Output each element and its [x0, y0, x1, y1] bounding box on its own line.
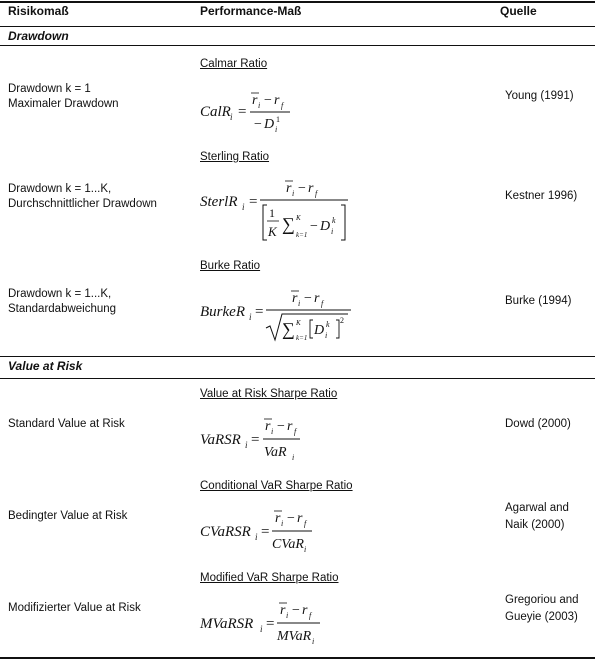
svg-text:2: 2 — [340, 316, 344, 325]
header-rule — [0, 26, 595, 27]
svg-text:i: i — [255, 532, 258, 542]
svg-text:CVaRSR: CVaRSR — [200, 524, 251, 540]
risk-measure: Standard Value at Risk — [8, 418, 125, 430]
svg-text:i: i — [245, 440, 248, 450]
svg-text:r: r — [302, 603, 308, 618]
svg-text:i: i — [331, 227, 334, 236]
svg-text:r: r — [280, 603, 286, 618]
svg-text:f: f — [304, 519, 307, 528]
svg-text:k: k — [332, 216, 336, 225]
section-rule — [0, 356, 595, 357]
svg-text:1: 1 — [269, 206, 275, 220]
risk-measure: Drawdown k = 1...K, — [8, 183, 112, 195]
svg-text:−: − — [287, 511, 295, 526]
svg-text:=: = — [238, 104, 247, 120]
svg-text:−: − — [292, 603, 300, 618]
svg-text:∑: ∑ — [282, 319, 295, 339]
svg-text:CVaR: CVaR — [272, 537, 304, 552]
header-performance: Performance-Maß — [200, 4, 302, 18]
performance-measure-name: Modified VaR Sharpe Ratio — [200, 572, 339, 584]
svg-text:r: r — [274, 93, 280, 108]
svg-text:i: i — [249, 312, 252, 322]
svg-text:i: i — [286, 611, 289, 620]
source: Young (1991) — [505, 90, 574, 102]
svg-text:f: f — [321, 299, 324, 308]
svg-text:r: r — [275, 511, 281, 526]
performance-measure-name: Burke Ratio — [200, 260, 261, 272]
svg-text:MVaRSR: MVaRSR — [200, 616, 254, 632]
svg-text:i: i — [292, 453, 295, 462]
svg-text:r: r — [252, 93, 258, 108]
source: Naik (2000) — [505, 519, 565, 531]
svg-text:SterlR: SterlR — [200, 194, 238, 210]
risk-measure: Drawdown k = 1...K, — [8, 288, 112, 300]
section-title-value-at-risk: Value at Risk — [8, 359, 83, 373]
svg-text:VaR: VaR — [264, 445, 287, 460]
svg-text:f: f — [294, 427, 297, 436]
svg-text:∑: ∑ — [282, 214, 295, 234]
risk-measure: Drawdown k = 1 — [8, 83, 91, 95]
svg-text:K: K — [296, 319, 301, 327]
section-rule — [0, 45, 595, 46]
var-sharpe-ratio-formula — [196, 410, 346, 470]
risk-measure: Modifizierter Value at Risk — [8, 602, 141, 614]
burke-ratio-formula — [196, 280, 366, 350]
svg-text:D: D — [320, 219, 331, 234]
svg-text:−: − — [277, 419, 285, 434]
svg-text:r: r — [297, 511, 303, 526]
svg-text:BurkeR: BurkeR — [200, 304, 245, 320]
svg-text:i: i — [275, 125, 278, 134]
svg-text:i: i — [260, 624, 263, 634]
svg-text:i: i — [281, 519, 284, 528]
performance-measure-name: Sterling Ratio — [200, 151, 270, 163]
risk-measure-description: Maximaler Drawdown — [8, 98, 119, 110]
svg-text:f: f — [309, 611, 312, 620]
svg-text:=: = — [261, 524, 270, 540]
svg-text:i: i — [271, 427, 274, 436]
svg-text:r: r — [287, 419, 293, 434]
svg-text:i: i — [230, 112, 233, 122]
source: Agarwal and — [505, 502, 569, 514]
calmar-ratio-formula — [196, 82, 346, 142]
svg-text:−: − — [298, 181, 306, 196]
svg-text:=: = — [255, 304, 264, 320]
svg-text:−: − — [310, 219, 318, 234]
svg-text:i: i — [298, 299, 301, 308]
svg-text:r: r — [314, 291, 320, 306]
svg-text:K: K — [296, 214, 301, 222]
svg-text:k=1: k=1 — [296, 334, 308, 342]
svg-text:k=1: k=1 — [296, 231, 308, 239]
svg-text:i: i — [325, 331, 328, 340]
svg-text:i: i — [312, 637, 315, 646]
svg-text:i: i — [304, 545, 307, 554]
source: Burke (1994) — [505, 295, 572, 307]
svg-text:r: r — [292, 291, 298, 306]
svg-text:−: − — [304, 291, 312, 306]
svg-text:D: D — [264, 117, 275, 132]
svg-text:i: i — [292, 189, 295, 198]
svg-text:f: f — [281, 101, 284, 110]
table-top-rule — [0, 1, 595, 3]
risk-measure-description: Durchschnittlicher Drawdown — [8, 198, 157, 210]
svg-text:k: k — [326, 320, 330, 329]
risk-measure-description: Standardabweichung — [8, 303, 117, 315]
cvar-sharpe-ratio-formula — [196, 502, 346, 562]
sterling-ratio-formula — [196, 170, 366, 250]
svg-text:r: r — [265, 419, 271, 434]
performance-measure-name: Conditional VaR Sharpe Ratio — [200, 480, 353, 492]
svg-text:=: = — [251, 432, 260, 448]
svg-text:i: i — [242, 202, 245, 212]
svg-text:MVaR: MVaR — [277, 629, 312, 644]
section-title-drawdown: Drawdown — [8, 29, 69, 43]
mvar-sharpe-ratio-formula — [196, 594, 346, 654]
header-source: Quelle — [500, 4, 537, 18]
risk-measure: Bedingter Value at Risk — [8, 510, 128, 522]
svg-text:=: = — [249, 194, 258, 210]
table-bottom-rule — [0, 657, 595, 659]
source: Gregoriou and — [505, 594, 579, 606]
svg-text:=: = — [266, 616, 275, 632]
performance-measure-name: Value at Risk Sharpe Ratio — [200, 388, 338, 400]
svg-text:1: 1 — [276, 115, 280, 124]
section-rule — [0, 378, 595, 379]
svg-text:K: K — [268, 224, 277, 239]
svg-text:i: i — [258, 101, 261, 110]
svg-text:r: r — [286, 181, 292, 196]
header-risk: Risikomaß — [8, 4, 69, 18]
svg-text:D: D — [314, 323, 325, 338]
svg-text:r: r — [308, 181, 314, 196]
svg-text:VaRSR: VaRSR — [200, 432, 241, 448]
svg-text:−: − — [254, 117, 262, 132]
source: Gueyie (2003) — [505, 611, 578, 623]
source: Kestner 1996) — [505, 190, 578, 202]
svg-text:−: − — [264, 93, 272, 108]
source: Dowd (2000) — [505, 418, 571, 430]
svg-text:CalR: CalR — [200, 104, 231, 120]
performance-measure-name: Calmar Ratio — [200, 58, 268, 70]
svg-text:f: f — [315, 189, 318, 198]
